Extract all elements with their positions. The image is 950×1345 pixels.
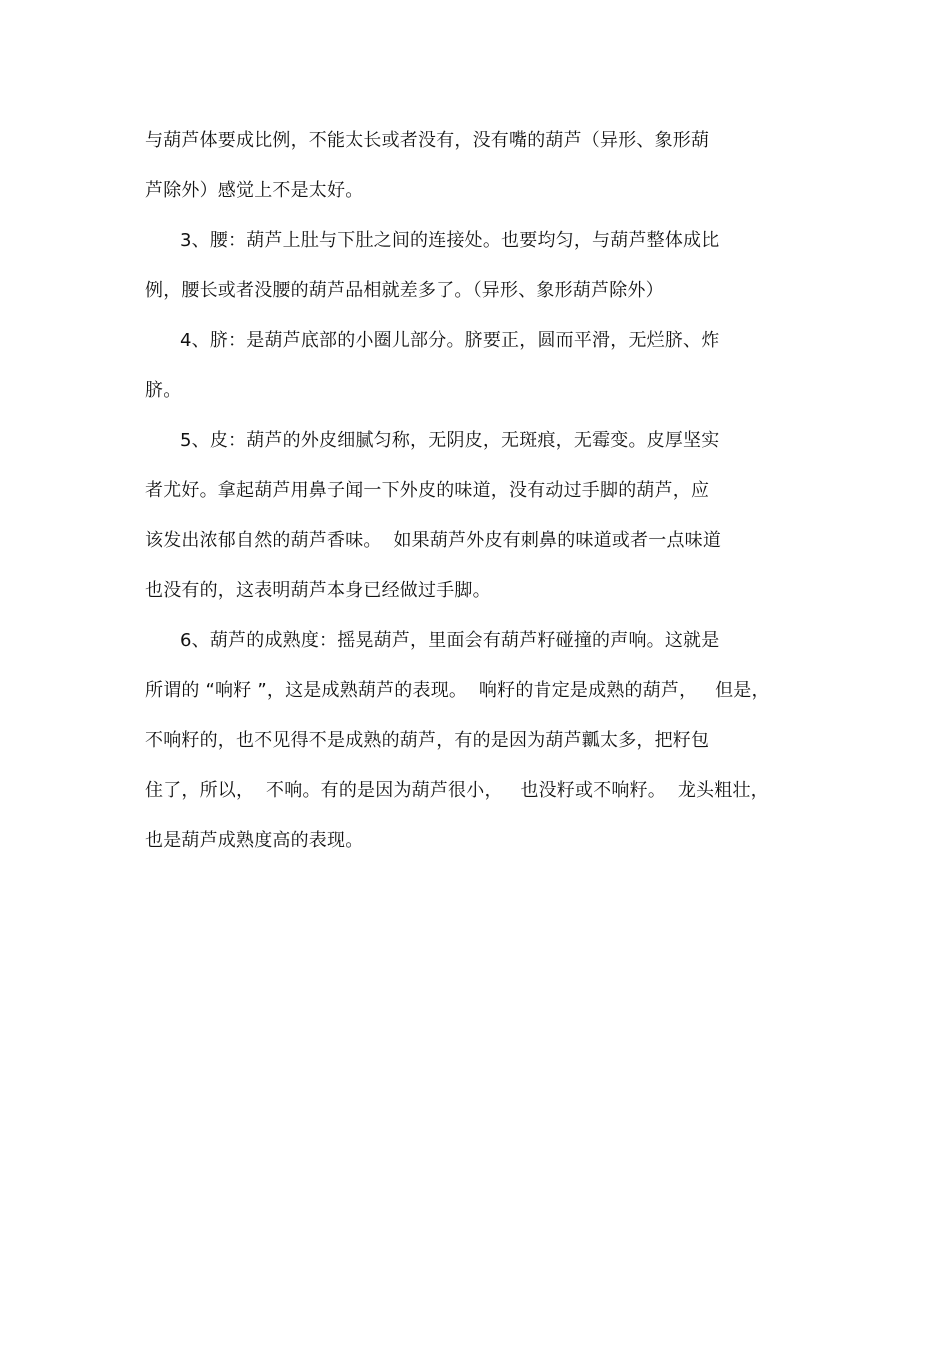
paragraph-3-waist: 3、腰：葫芦上肚与下肚之间的连接处。也要均匀，与葫芦整体成比: [180, 230, 720, 251]
text-line-9: 该发出浓郁自然的葫芦香味。 如果葫芦外皮有刺鼻的味道或者一点味道: [145, 530, 722, 551]
text-line-8: 者尤好。拿起葫芦用鼻子闻一下外皮的味道，没有动过手脚的葫芦，应: [145, 480, 710, 501]
text-line-6: 脐。: [145, 380, 182, 401]
paragraph-6-maturity: 6、葫芦的成熟度：摇晃葫芦，里面会有葫芦籽碰撞的声响。这就是: [180, 630, 720, 651]
text-line-4: 例，腰长或者没腰的葫芦品相就差多了。（异形、象形葫芦除外）: [145, 280, 664, 301]
text-line-10: 也没有的，这表明葫芦本身已经做过手脚。: [145, 580, 491, 601]
paragraph-5-skin: 5、皮：葫芦的外皮细腻匀称，无阴皮，无斑痕，无霉变。皮厚坚实: [180, 430, 720, 451]
text-line-14: 住了，所以， 不响。有的是因为葫芦很小， 也没籽或不响籽。 龙头粗壮，: [145, 780, 769, 801]
text-line-1: 与葫芦体要成比例，不能太长或者没有，没有嘴的葫芦（异形、象形葫: [145, 130, 710, 151]
text-line-12: 所谓的 “响籽 ”，这是成熟葫芦的表现。 响籽的肯定是成熟的葫芦， 但是，: [145, 680, 770, 701]
text-line-2: 芦除外）感觉上不是太好。: [145, 180, 364, 201]
text-line-15: 也是葫芦成熟度高的表现。: [145, 830, 364, 851]
paragraph-4-navel: 4、脐：是葫芦底部的小圈儿部分。脐要正，圆而平滑，无烂脐、炸: [180, 330, 720, 351]
text-line-13: 不响籽的，也不见得不是成熟的葫芦，有的是因为葫芦瓤太多，把籽包: [145, 730, 710, 751]
